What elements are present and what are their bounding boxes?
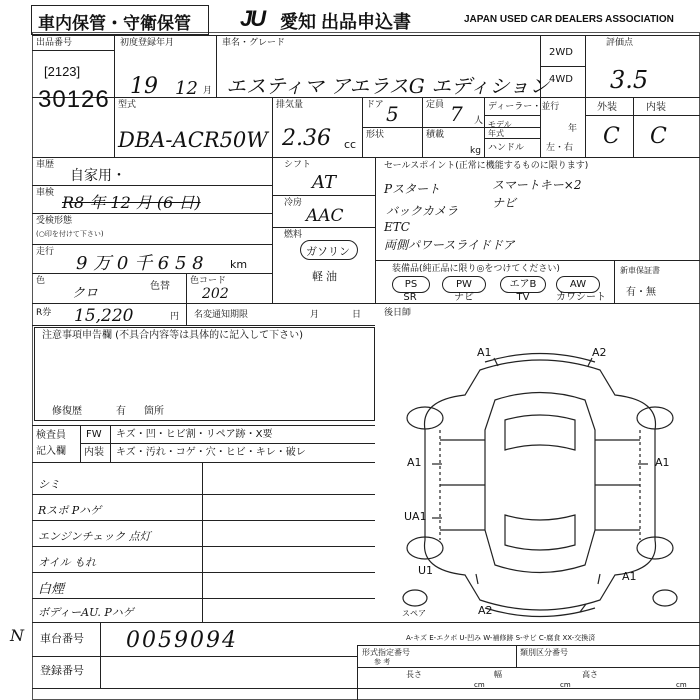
grid-line xyxy=(216,35,217,97)
damage-mark-left-rear: U1 xyxy=(418,564,434,577)
sales-point-5: ETC xyxy=(384,220,410,234)
grid-line xyxy=(484,115,540,116)
model-type-label: 型式 xyxy=(118,100,137,110)
rear-seat-label: 後日師 xyxy=(384,308,412,318)
registration-number-label: 登録番号 xyxy=(40,664,84,677)
grid-line xyxy=(272,157,273,303)
equip-leather: カワシート xyxy=(556,292,606,303)
storage-label: 車内保管・守衛保管 xyxy=(38,14,191,33)
score-value: 3.5 xyxy=(610,66,649,94)
name-change-month: 月 xyxy=(310,310,320,320)
grid-line xyxy=(32,244,272,245)
type-spec-ref: 参 考 xyxy=(374,658,391,666)
grid-line xyxy=(32,157,700,158)
inspection-label: 車検 xyxy=(36,188,55,198)
displacement-label: 排気量 xyxy=(276,100,304,110)
lot-number: 30126 xyxy=(38,86,110,113)
fw-label: FW xyxy=(86,429,102,440)
grid-line xyxy=(100,622,101,688)
equip-sr: SR xyxy=(403,292,417,303)
fuel-diesel: 軽 油 xyxy=(312,271,338,283)
inspector-note-5: 白煙 xyxy=(38,582,65,597)
damage-mark-front-right: A2 xyxy=(592,346,607,359)
grid-line xyxy=(32,572,375,573)
grid-line xyxy=(357,645,700,646)
sales-point-6: 両側パワースライドドア xyxy=(384,238,515,252)
grid-line xyxy=(186,303,187,325)
grid-line xyxy=(32,546,375,547)
inspection-value: R8 年 12 月 (6 日) xyxy=(62,193,201,212)
sales-point-1: Pスタート xyxy=(384,182,441,196)
equip-tv: TV xyxy=(516,292,530,303)
warranty-value: 有・無 xyxy=(626,287,656,298)
interior-grade: C xyxy=(650,124,667,149)
fuel-label: 燃料 xyxy=(284,230,303,240)
lot-bracket-number: [2123] xyxy=(44,64,81,79)
vehicle-damage-diagram xyxy=(380,340,698,630)
mileage-unit: km xyxy=(230,258,248,271)
inspector-note-6: ボディーAU. Pハゲ xyxy=(38,606,134,619)
class-spec-label: 類別区分番号 xyxy=(520,648,568,657)
aircon-label: 冷房 xyxy=(284,198,303,208)
grid-line xyxy=(32,425,375,426)
inspector-note-3: エンジンチェック 点灯 xyxy=(38,530,151,543)
spare-tire-label: スペア xyxy=(402,609,426,618)
grid-line xyxy=(585,35,586,157)
inspector-entry-label: 記入欄 xyxy=(36,446,66,457)
association-name: JAPAN USED CAR DEALERS ASSOCIATION xyxy=(464,14,674,25)
grid-line xyxy=(80,425,81,462)
first-registration-label: 初度登録年月 xyxy=(120,38,175,48)
inspector-label: 検査員 xyxy=(36,430,66,441)
damage-legend: A-キズ E-エクボ U-凹み W-補修跡 S-サビ C-腐食 XX-交換済 xyxy=(406,634,596,642)
ju-logo: JU xyxy=(240,6,265,31)
history-value: 自家用・ xyxy=(70,167,126,183)
chassis-mark: N xyxy=(10,626,24,645)
sales-points-label: セールスポイント(正常に機能するものに限ります) xyxy=(384,161,589,171)
mileage-label: 走行 xyxy=(36,247,55,257)
notes-box xyxy=(34,327,375,421)
grid-line xyxy=(110,425,111,462)
width-label: 幅 xyxy=(494,670,502,679)
registration-year: 19 xyxy=(130,74,158,99)
name-change-day: 日 xyxy=(352,310,362,320)
doors-label: ドア xyxy=(366,100,384,110)
color-value: クロ xyxy=(72,286,99,301)
damage-mark-front-left: A1 xyxy=(477,346,492,359)
month-unit: 月 xyxy=(203,86,213,96)
model-type-value: DBA-ACR50W xyxy=(118,128,268,152)
damage-mark-left-fender: A1 xyxy=(407,456,422,469)
name-change-label: 名変通知期限 xyxy=(194,310,249,320)
aircon-value: AAC xyxy=(306,206,344,226)
grid-line xyxy=(357,645,358,700)
shape-label: 形状 xyxy=(366,130,385,140)
form-title: 愛知 出品申込書 xyxy=(280,12,412,32)
shift-label: シフト xyxy=(284,160,312,170)
equip-aw: AW xyxy=(556,276,600,293)
dealer-label: ディーラー・並行 xyxy=(488,102,560,112)
sales-point-4: ナビ xyxy=(492,196,517,210)
equip-ps: PS xyxy=(392,276,430,293)
interior-check-label: 内装 xyxy=(84,447,104,458)
color-code-label: 色コード xyxy=(190,276,227,286)
grid-line xyxy=(114,35,115,157)
car-name-value: エスティマ アエラスG エディション xyxy=(226,74,550,98)
model-year-label: モデル 年式 xyxy=(488,120,512,138)
height-unit: cm xyxy=(676,681,687,689)
drive-4wd: 4WD xyxy=(549,74,573,85)
grid-line xyxy=(32,35,700,36)
grid-line xyxy=(633,97,634,157)
recycle-unit: 円 xyxy=(170,312,180,322)
grid-line xyxy=(484,138,540,139)
score-label: 評価点 xyxy=(606,38,634,48)
grid-line xyxy=(186,273,187,303)
grid-line xyxy=(516,645,517,667)
recycle-label: R券 xyxy=(36,308,52,318)
damage-mark-right-fender: A1 xyxy=(655,456,670,469)
notes-label: 注意事項申告欄 (不具合内容等は具体的に記入して下さい) xyxy=(42,330,303,341)
grid-line xyxy=(32,656,357,657)
grid-line xyxy=(32,462,375,463)
grid-line xyxy=(32,185,272,186)
displacement-unit: cc xyxy=(344,138,357,151)
equip-airbag: エアB xyxy=(500,276,546,293)
color-label: 色 xyxy=(36,276,46,286)
damage-mark-left-door: UA1 xyxy=(404,510,427,523)
grid-line xyxy=(272,227,375,228)
exterior-label: 外装 xyxy=(597,102,617,113)
interior-check-items: キズ・汚れ・コゲ・穴・ヒビ・キレ・破レ xyxy=(116,447,306,458)
grid-line xyxy=(375,157,376,303)
grid-line xyxy=(614,260,615,303)
chassis-label: 車台番号 xyxy=(40,632,84,645)
registration-month: 12 xyxy=(175,78,198,99)
equipment-label: 装備品(純正品に限り◎をつけてください) xyxy=(392,264,560,274)
grid-line xyxy=(32,213,272,214)
grid-line xyxy=(32,520,375,521)
grid-line xyxy=(32,598,375,599)
chassis-value: 0059094 xyxy=(126,628,238,653)
kg-unit: kg xyxy=(470,146,481,156)
grid-line xyxy=(32,50,114,51)
equip-pw: PW xyxy=(442,276,486,293)
inspector-note-2: Rスポ Pハゲ xyxy=(38,504,102,517)
car-name-label: 車名・グレード xyxy=(222,38,286,48)
warranty-label: 新車保証書 xyxy=(620,266,660,275)
grid-line xyxy=(375,260,700,261)
sales-point-3: バックカメラ xyxy=(386,204,459,218)
exterior-grade: C xyxy=(603,124,620,149)
repair-history-label: 修復歴 xyxy=(52,406,82,417)
capacity-unit: 人 xyxy=(474,116,484,126)
grid-line xyxy=(32,494,375,495)
inspector-note-1: シミ xyxy=(38,478,60,491)
history-label: 車歴 xyxy=(36,160,55,170)
grid-line xyxy=(585,115,700,116)
grid-line xyxy=(80,443,375,444)
inspection-form-note: (○印を付けて下さい) xyxy=(36,230,104,238)
grid-line xyxy=(272,195,375,196)
repair-history-value: 有 xyxy=(116,406,126,417)
lot-number-label: 出品番号 xyxy=(36,38,73,48)
handle-options: 左・右 xyxy=(546,143,574,153)
width-unit: cm xyxy=(560,681,571,689)
length-label: 長さ xyxy=(406,670,422,679)
recycle-value: 15,220 xyxy=(74,306,134,326)
interior-label: 内装 xyxy=(646,102,666,113)
damage-mark-rear-bottom: A2 xyxy=(478,604,493,617)
grid-line xyxy=(272,97,273,157)
repair-place-label: 箇所 xyxy=(144,406,164,417)
inspection-form-label: 受検形態 xyxy=(36,216,73,226)
sales-point-2: スマートキー×2 xyxy=(492,178,582,192)
drive-2wd: 2WD xyxy=(549,47,573,58)
color-code-value: 202 xyxy=(202,286,229,302)
mileage-value: 9 万 0 千 6 5 8 xyxy=(76,253,204,274)
capacity-value: 7 xyxy=(450,102,463,126)
damage-mark-rear-right: A1 xyxy=(622,570,637,583)
grid-line xyxy=(32,688,700,689)
grid-line xyxy=(357,667,700,668)
shift-value: AT xyxy=(312,172,337,193)
handle-label: ハンドル xyxy=(488,143,525,153)
inspector-note-4: オイル もれ xyxy=(38,556,96,569)
fw-items: キズ・凹・ヒビ割・リペア跡・X要 xyxy=(116,429,273,440)
doors-value: 5 xyxy=(386,102,399,126)
year-unit: 年 xyxy=(568,124,578,134)
grid-line xyxy=(540,66,585,67)
equip-navi: ナビ xyxy=(454,292,474,303)
capacity-label: 定員 xyxy=(426,100,445,110)
length-unit: cm xyxy=(474,681,485,689)
displacement-value: 2.36 xyxy=(282,126,331,151)
height-label: 高さ xyxy=(582,670,598,679)
type-spec-label: 形式指定番号 xyxy=(362,648,410,657)
loading-label: 積載 xyxy=(426,130,445,140)
repaint-label: 色替 xyxy=(150,281,170,292)
fuel-value: ガソリン xyxy=(306,246,350,258)
